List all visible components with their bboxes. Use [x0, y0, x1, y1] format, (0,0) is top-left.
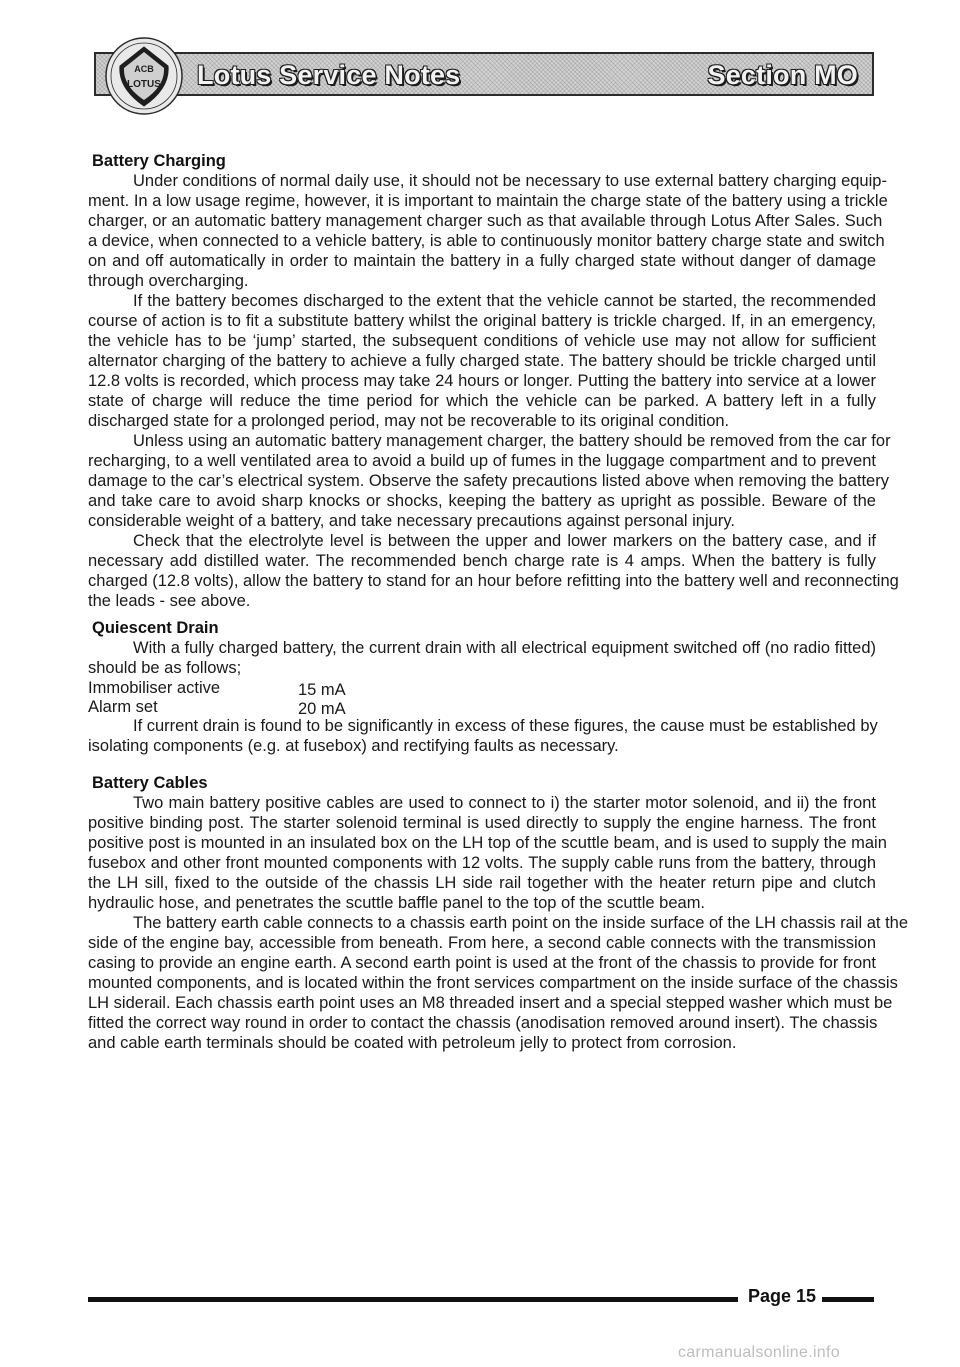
paragraph-line: positive post is mounted in an insulated box on the LH top of the scuttle beam, and is used to supply the main [88, 834, 887, 852]
paragraph-line: charger, or an automatic battery management charger such as that available through Lotus After Sales. Such [88, 212, 883, 230]
paragraph-line: Check that the electrolyte level is between the upper and lower markers on the battery case, and if [133, 532, 876, 550]
heading-battery-charging: Battery Charging [92, 152, 226, 170]
logo-wordmark: LOTUS [127, 79, 161, 90]
paragraph-line: positive binding post. The starter solenoid terminal is used directly to supply the engine harness. The front [88, 814, 876, 832]
paragraph-line: damage to the car’s electrical system. Observe the safety precautions listed above when removing the battery [88, 472, 889, 490]
paragraph-line: and take care to avoid sharp knocks or shocks, keeping the battery as upright as possible. Beware of the [88, 492, 876, 510]
header-banner [94, 52, 874, 96]
spec-value-immobiliser: 15 mA [298, 681, 346, 699]
paragraph-line: the leads - see above. [88, 592, 251, 610]
section-label: Section MO [707, 60, 858, 90]
paragraph-line: necessary add distilled water. The recommended bench charge rate is 4 amps. When the battery is fully [88, 552, 876, 570]
paragraph-line: Under conditions of normal daily use, it should not be necessary to use external battery charging equip- [133, 172, 887, 190]
paragraph-line: considerable weight of a battery, and take necessary precautions against personal injury. [88, 512, 735, 530]
paragraph-line: ment. In a low usage regime, however, it is important to maintain the charge state of the battery using a trickle [88, 192, 888, 210]
heading-battery-cables: Battery Cables [92, 774, 208, 792]
paragraph-line: fitted the correct way round in order to contact the chassis (anodisation removed around insert). The chassis [88, 1014, 878, 1032]
paragraph-line: course of action is to fit a substitute battery whilst the original battery is trickle charged. If, in an emergency, [88, 312, 876, 330]
paragraph-line: and cable earth terminals should be coated with petroleum jelly to protect from corrosion. [88, 1034, 737, 1052]
page-number: Page 15 [748, 1286, 817, 1306]
paragraph-line: If current drain is found to be significantly in excess of these figures, the cause must be established by [133, 717, 878, 735]
footer-rule-end [822, 1297, 874, 1302]
paragraph-line: Two main battery positive cables are used to connect to i) the starter motor solenoid, and ii) the front [133, 794, 876, 812]
spec-label-alarm: Alarm set [88, 698, 158, 716]
heading-quiescent-drain: Quiescent Drain [92, 619, 219, 637]
paragraph-line: 12.8 volts is recorded, which process may take 24 hours or longer. Putting the battery into service at a lower [88, 372, 876, 390]
paragraph-line: casing to provide an engine earth. A second earth point is used at the front of the chassis to provide for front [88, 954, 876, 972]
paragraph-line: should be as follows; [88, 659, 242, 677]
paragraph-line: With a fully charged battery, the current drain with all electrical equipment switched off (no radio fitted) [133, 639, 876, 657]
paragraph-line: charged (12.8 volts), allow the battery to stand for an hour before refitting into the battery well and reconnecting [88, 572, 899, 590]
paragraph-line: alternator charging of the battery to achieve a fully charged state. The battery should be trickle charged until [88, 352, 876, 370]
paragraph-line: LH siderail. Each chassis earth point uses an M8 threaded insert and a special stepped washer which must be [88, 994, 893, 1012]
paragraph-line: recharging, to a well ventilated area to avoid a build up of fumes in the luggage compartment and to prevent [88, 452, 876, 470]
paragraph-line: mounted components, and is located within the front services compartment on the inside surface of the chassis [88, 974, 898, 992]
paragraph-line: the LH sill, fixed to the outside of the chassis LH side rail together with the heater return pipe and clutch [88, 874, 876, 892]
paragraph-line: on and off automatically in order to maintain the battery in a fully charged state without danger of damage [88, 252, 876, 270]
paragraph-line: The battery earth cable connects to a chassis earth point on the inside surface of the LH chassis rail at the [133, 914, 909, 932]
watermark: carmanualsonline.info [678, 1344, 840, 1361]
paragraph-line: Unless using an automatic battery management charger, the battery should be removed from the car for [133, 432, 891, 450]
paragraph-line: discharged state for a prolonged period, may not be recoverable to its original condition. [88, 412, 730, 430]
document-title: Lotus Service Notes [197, 60, 461, 90]
paragraph-line: fusebox and other front mounted components with 12 volts. The supply cable runs from the battery, through [88, 854, 876, 872]
lotus-logo-icon [104, 36, 184, 116]
paragraph-line: hydraulic hose, and penetrates the scuttle baffle panel to the top of the scuttle beam. [88, 894, 706, 912]
paragraph-line: isolating components (e.g. at fusebox) and rectifying faults as necessary. [88, 737, 619, 755]
paragraph-line: side of the engine bay, accessible from beneath. From here, a second cable connects with the transmission [88, 934, 876, 952]
spec-value-alarm: 20 mA [298, 700, 346, 718]
paragraph-line: a device, when connected to a vehicle battery, is able to continuously monitor battery charge state and switch [88, 232, 885, 250]
footer-rule [88, 1297, 738, 1302]
paragraph-line: If the battery becomes discharged to the extent that the vehicle cannot be started, the recommended [133, 292, 876, 310]
paragraph-line: state of charge will reduce the time period for which the vehicle can be parked. A battery left in a fully [88, 392, 876, 410]
logo-monogram: ACB [134, 64, 154, 74]
spec-label-immobiliser: Immobiliser active [88, 679, 221, 697]
paragraph-line: the vehicle has to be ‘jump’ started, the subsequent conditions of vehicle use may not allow for sufficient [88, 332, 876, 350]
paragraph-line: through overcharging. [88, 272, 249, 290]
